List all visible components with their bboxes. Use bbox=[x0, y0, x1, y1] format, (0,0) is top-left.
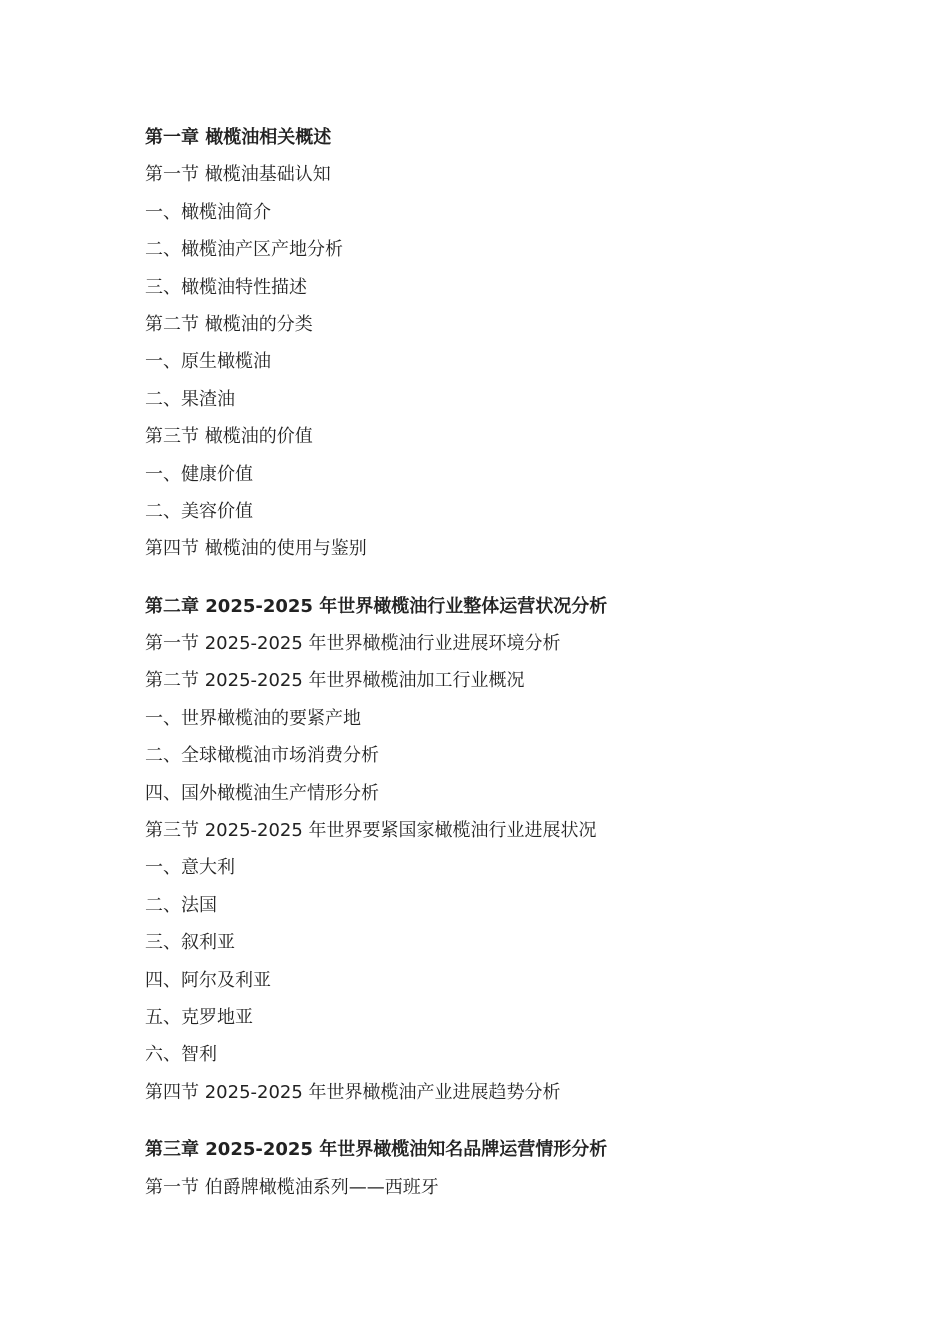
table-of-contents bbox=[145, 119, 845, 1206]
list-item: 二、美容价值 bbox=[145, 500, 253, 522]
section-heading: 第二节 2025-2025 年世界橄榄油加工行业概况 bbox=[145, 670, 525, 692]
list-item: 一、健康价值 bbox=[145, 463, 253, 485]
list-item: 六、智利 bbox=[145, 1044, 217, 1066]
list-item: 三、叙利亚 bbox=[145, 932, 235, 954]
section-heading: 第一节 橄榄油基础认知 bbox=[145, 164, 331, 186]
section-heading: 第三节 2025-2025 年世界要紧国家橄榄油行业进展状况 bbox=[145, 820, 597, 842]
chapter-heading: 第一章 橄榄油相关概述 bbox=[145, 127, 332, 148]
section-heading: 第四节 2025-2025 年世界橄榄油产业进展趋势分析 bbox=[145, 1081, 561, 1103]
section-heading: 第四节 橄榄油的使用与鉴别 bbox=[145, 538, 367, 560]
list-item: 一、橄榄油简介 bbox=[145, 201, 271, 223]
list-item: 一、世界橄榄油的要紧产地 bbox=[145, 707, 361, 729]
section-heading: 第二节 橄榄油的分类 bbox=[145, 313, 313, 335]
list-item: 四、国外橄榄油生产情形分析 bbox=[145, 782, 379, 804]
chapter-gap bbox=[145, 568, 845, 588]
list-item: 四、阿尔及利亚 bbox=[145, 969, 271, 991]
list-item: 二、法国 bbox=[145, 894, 217, 916]
list-item: 五、克罗地亚 bbox=[145, 1006, 253, 1028]
chapter-heading: 第三章 2025-2025 年世界橄榄油知名品牌运营情形分析 bbox=[145, 1139, 608, 1161]
chapter-gap bbox=[145, 1111, 845, 1131]
list-item: 一、意大利 bbox=[145, 857, 235, 879]
section-heading: 第一节 2025-2025 年世界橄榄油行业进展环境分析 bbox=[145, 633, 561, 655]
section-heading: 第一节 伯爵牌橄榄油系列——西班牙 bbox=[145, 1176, 439, 1198]
list-item: 二、果渣油 bbox=[145, 388, 235, 410]
section-heading: 第三节 橄榄油的价值 bbox=[145, 426, 313, 448]
list-item: 一、原生橄榄油 bbox=[145, 351, 271, 373]
chapter-heading: 第二章 2025-2025 年世界橄榄油行业整体运营状况分析 bbox=[145, 595, 608, 617]
list-item: 三、橄榄油特性描述 bbox=[145, 276, 307, 298]
list-item: 二、橄榄油产区产地分析 bbox=[145, 239, 343, 261]
list-item: 二、全球橄榄油市场消费分析 bbox=[145, 745, 379, 767]
